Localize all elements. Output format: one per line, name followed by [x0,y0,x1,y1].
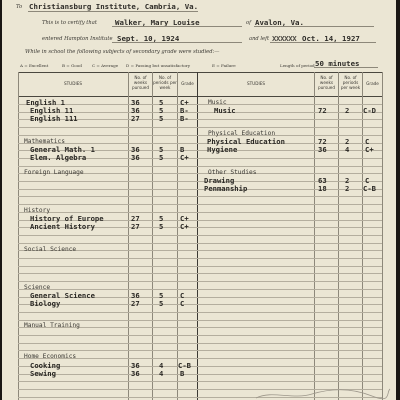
ruled-line [18,374,382,375]
study-name: Sewing [30,369,56,378]
study-periods: 4 [159,361,164,370]
study-name: English 1 [26,98,65,107]
ruled-line [18,104,382,105]
study-grade: C-D [363,106,376,115]
study-grade: C [180,299,185,308]
ruled-line [18,258,382,259]
study-grade: C+ [180,222,189,231]
section-title: Manual Training [24,322,80,329]
study-periods: 5 [159,106,164,115]
study-periods: 5 [159,291,164,300]
ruled-line [18,350,382,351]
table-right-border [382,72,383,400]
study-grade: C [180,291,185,300]
table-top-border [18,72,382,73]
study-grade: C-B [178,361,191,370]
study-periods: 2 [345,184,350,193]
study-grade: C+ [180,214,189,223]
study-periods: 5 [159,299,164,308]
study-weeks: 36 [131,106,140,115]
study-grade: C [365,176,370,185]
ruled-line [18,289,382,290]
section-title: Physical Education [208,130,276,137]
ruled-line [18,273,382,274]
study-weeks: 36 [131,361,140,370]
header-studies-left: STUDIES [63,81,83,86]
legend-b: B = Good [62,63,82,68]
ruled-line [18,204,382,205]
study-weeks: 36 [131,369,140,378]
study-grade: C+ [365,145,374,154]
section-title: Social Science [24,246,77,253]
entered-underline [112,42,242,43]
while-in-school-text: While in school the following subjects of secondary grade were studied:— [25,49,220,55]
study-weeks: 27 [131,299,140,308]
study-grade: C+ [180,98,189,107]
left-label: and left [249,36,270,42]
study-name: Penmanship [204,184,248,193]
section-title: Music [208,99,227,106]
certify-label: This is to certify that [42,20,97,26]
study-periods: 5 [159,114,164,123]
signature-mark [252,386,392,400]
study-name: Drawing [204,176,235,185]
ruled-line [18,381,382,382]
section-title: Home Economics [24,353,77,360]
left-underline [270,42,376,43]
ruled-line [18,212,382,213]
study-name: Ancient History [30,222,95,231]
study-weeks: 72 [318,137,327,146]
header-periods-left: No. of periods per week [153,75,177,90]
ruled-line [18,281,382,282]
header-grade-left: Grade [181,81,194,86]
ruled-line [18,181,382,182]
header-grade-right: Grade [366,81,379,86]
name-underline [112,26,242,27]
section-title: Foreign Language [24,169,84,176]
section-title: Mathematics [24,138,65,145]
study-name: Biology [30,299,61,308]
study-weeks: 27 [131,214,140,223]
study-grade: B- [180,106,189,115]
left-date: Oct. 14, 1927 [302,34,360,43]
header-studies-right: STUDIES [246,81,266,86]
student-name: Walker, Mary Louise [115,18,200,27]
entered-date: Sept. 10, 1924 [117,34,180,43]
left-struck-text: XXXXXX [272,34,297,43]
study-weeks: 72 [318,106,327,115]
study-name: English 11 [30,106,74,115]
study-weeks: 36 [131,153,140,162]
ruled-line [18,343,382,344]
study-name: Hygiene [207,145,238,154]
study-periods: 5 [159,222,164,231]
study-periods: 5 [159,145,164,154]
study-name: Physical Education [207,137,285,146]
study-name: General Math. 1 [30,145,95,154]
section-title: Science [24,284,51,291]
ruled-line [18,189,382,190]
study-weeks: 63 [318,176,327,185]
study-weeks: 36 [318,145,327,154]
recipient-school: Christiansburg Institute, Cambria, Va. [29,2,199,11]
section-title: History [24,207,51,214]
study-name: Elem. Algebra [30,153,87,162]
ruled-line [18,266,382,267]
ruled-line [18,196,382,197]
study-grade: B [180,369,185,378]
study-periods: 5 [159,214,164,223]
student-hometown: Avalon, Va. [255,18,304,27]
ruled-line [18,127,382,128]
ruled-line [18,312,382,313]
study-weeks: 27 [131,114,140,123]
recipient-underline [28,11,198,12]
legend-e: E = Failure [212,63,236,68]
legend-a: A = Excellent [20,63,49,68]
study-grade: B- [180,114,189,123]
study-periods: 5 [159,153,164,162]
study-grade: C [365,137,370,146]
entered-label: entered Hampton Institute [42,36,113,42]
study-periods: 2 [345,176,350,185]
study-weeks: 18 [318,184,327,193]
study-periods: 4 [159,369,164,378]
study-periods: 2 [345,137,350,146]
study-weeks: 36 [131,291,140,300]
ruled-line [18,135,382,136]
study-name: History of Europe [30,214,104,223]
study-periods: 4 [345,145,350,154]
study-name: Cooking [30,361,61,370]
study-weeks: 36 [131,145,140,154]
study-weeks: 27 [131,222,140,231]
ruled-line [18,366,382,367]
ruled-line [18,304,382,305]
study-weeks: 36 [131,98,140,107]
to-label: To [16,4,23,10]
ruled-line [18,243,382,244]
period-length-label: Length of period [280,63,315,68]
ruled-line [18,335,382,336]
table-header-border [18,96,382,97]
ruled-line [18,143,382,144]
period-length-value: 50 minutes [315,59,360,68]
hometown-underline [254,26,374,27]
header-weeks-right: No. of weeks pursued [317,75,336,90]
ruled-line [18,320,382,321]
study-grade: B [180,145,185,154]
study-name: General Science [30,291,95,300]
of-label: of [246,20,252,26]
study-grade: C+ [180,153,189,162]
header-periods-right: No. of periods per week [340,75,361,90]
header-weeks-left: No. of weeks pursued [131,75,150,90]
study-name: English 111 [30,114,78,123]
study-name: Music [214,106,236,115]
section-title: Other Studies [208,169,257,176]
legend-d: D = Passing but unsatisfactory [126,63,191,68]
period-underline [314,67,378,68]
study-grade: C-B [363,184,376,193]
study-periods: 2 [345,106,350,115]
legend-c: C = Average [92,63,119,68]
transcript-paper [2,0,396,400]
ruled-line [18,166,382,167]
ruled-line [18,235,382,236]
study-periods: 5 [159,98,164,107]
